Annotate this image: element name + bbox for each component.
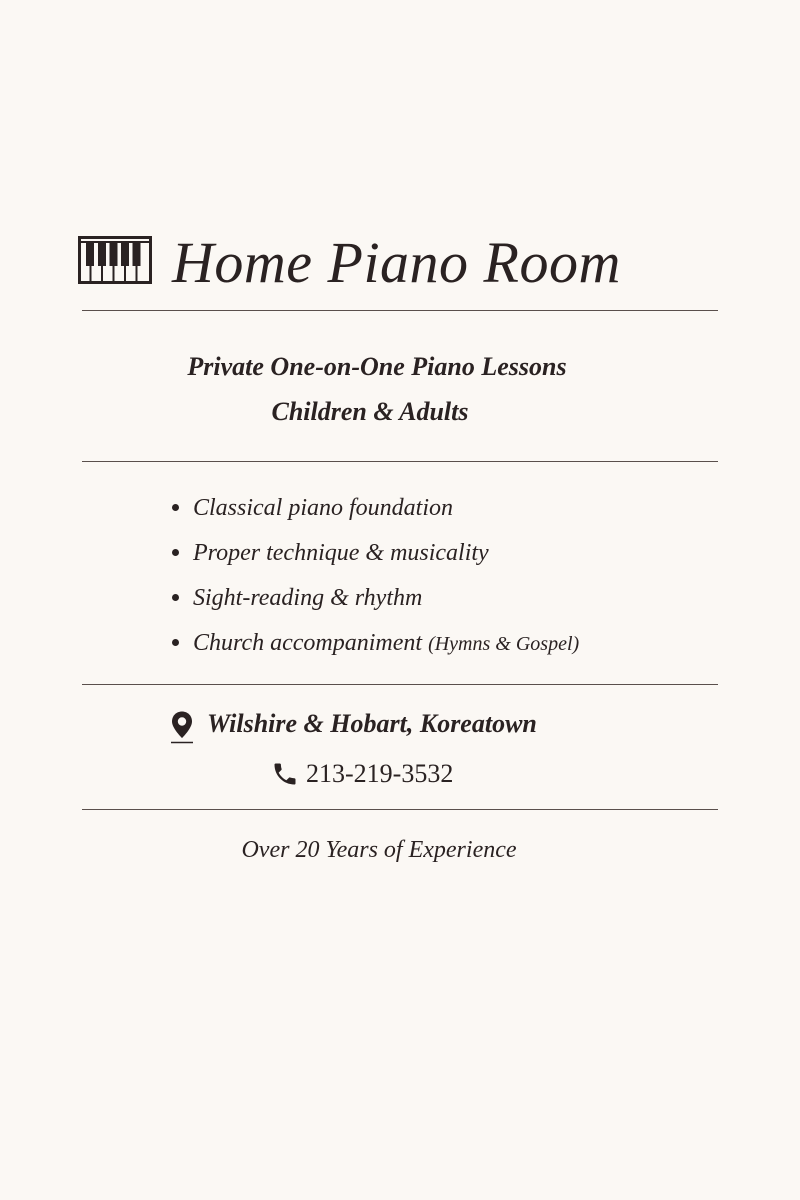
phone-icon [271, 760, 299, 788]
divider [82, 310, 718, 311]
feature-item [172, 583, 422, 613]
lesson-type: Private One-on-One Piano Lessons [187, 352, 567, 381]
feature-text: Sight-reading & rhythm [193, 585, 423, 611]
page-title: Home Piano Room [172, 230, 621, 295]
location-text: Wilshire & Hobart, Koreatown [207, 709, 537, 738]
divider [82, 809, 718, 810]
phone-number[interactable]: 213-219-3532 [306, 759, 454, 788]
divider [82, 684, 718, 685]
feature-text: Proper technique & musicality [193, 540, 489, 566]
bullet-icon [172, 504, 179, 511]
piano-keys-icon [78, 236, 152, 284]
divider [82, 461, 718, 462]
feature-item [172, 538, 489, 568]
audience: Children & Adults [271, 397, 469, 426]
map-pin-icon [170, 710, 194, 744]
bullet-icon [172, 549, 179, 556]
feature-item [172, 493, 453, 523]
feature-text: Church accompaniment [193, 630, 429, 656]
feature-item [172, 628, 579, 659]
bullet-icon [172, 594, 179, 601]
experience-text: Over 20 Years of Experience [241, 837, 517, 863]
feature-note: (Hymns & Gospel) [428, 633, 580, 655]
feature-text: Classical piano foundation [193, 495, 454, 521]
bullet-icon [172, 639, 179, 646]
